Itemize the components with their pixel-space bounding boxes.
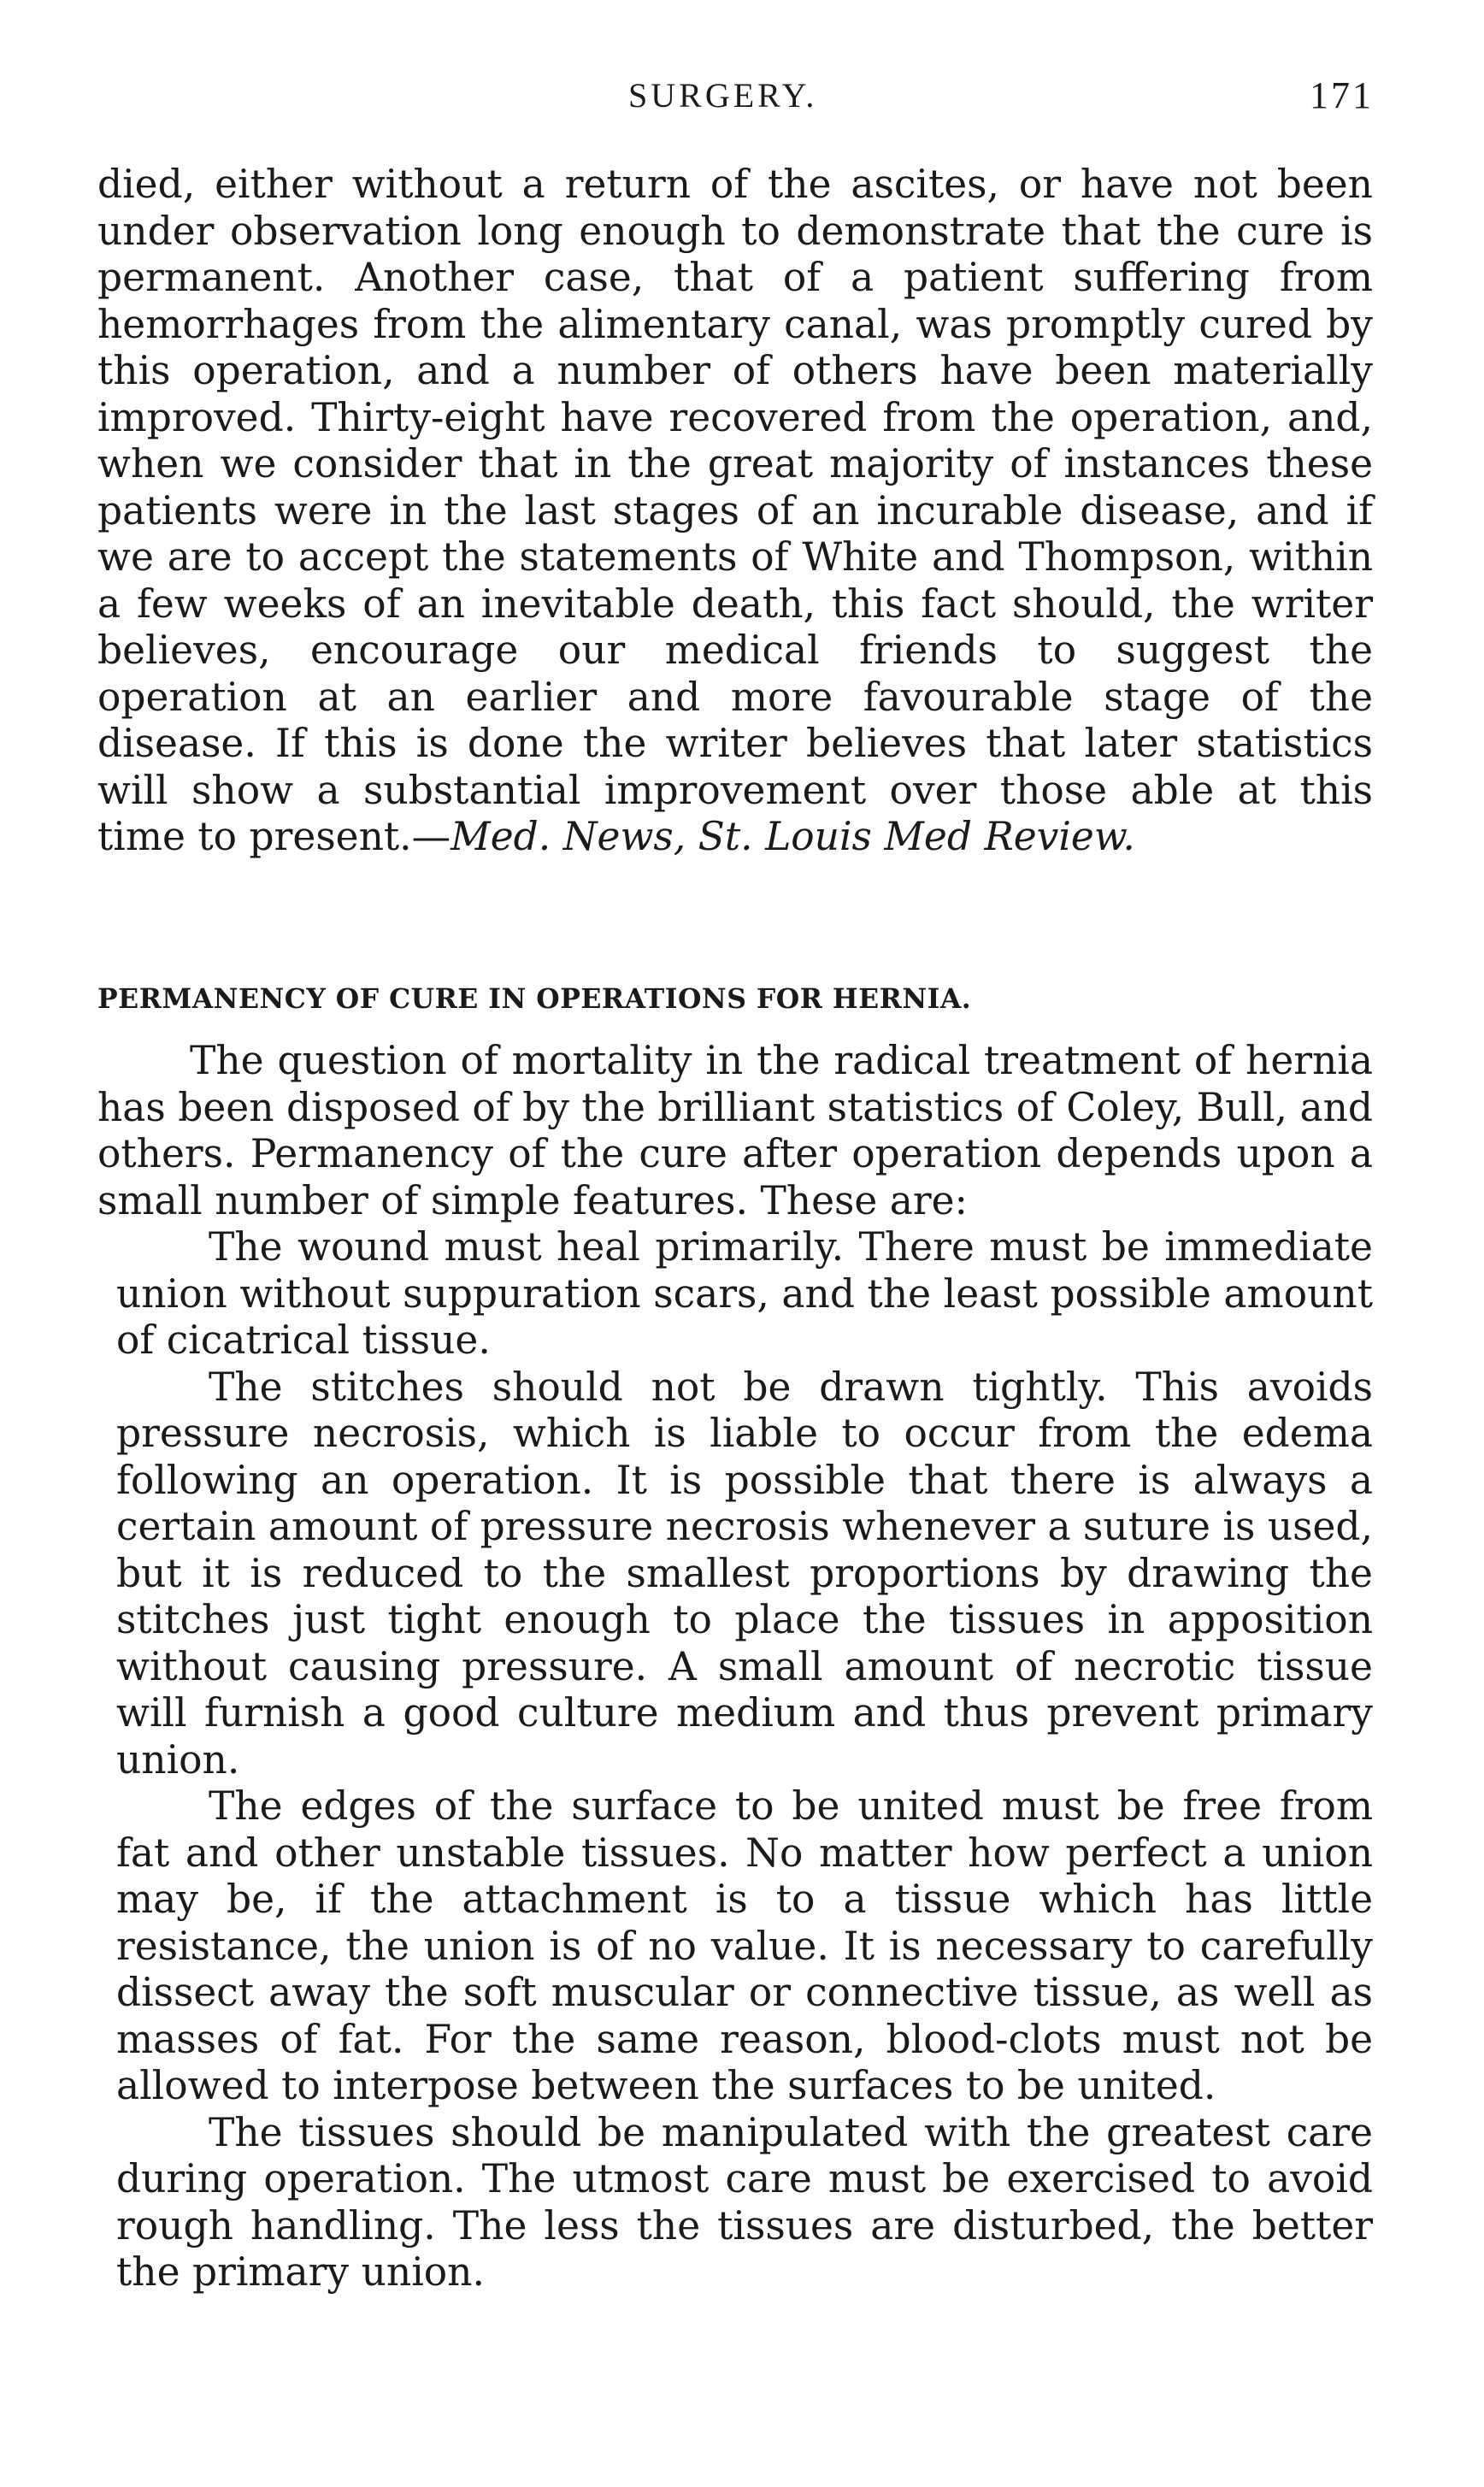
point-paragraph: The edges of the surface to be united must be free from fat and other unstable tissues. No matter how perfect a union may be, if the attachment is to a tissue which has little resistance, the union is of no value. It is necessary to carefully dissect away the soft muscular or connective tissue, as well as masses of fat. For the same reason, blood-clots must not be allowed to interpose between the surfaces to be united. <box>116 1783 1373 2108</box>
citation: Med. News, St. Louis Med Review. <box>450 814 1135 859</box>
point-paragraph: The wound must heal primarily. There must be immediate union without suppuration scars, and the least possible amount of cicatrical tissue. <box>116 1224 1373 1363</box>
section-heading: PERMANENCY OF CURE IN OPERATIONS FOR HERNIA. <box>97 983 972 1015</box>
point-paragraph: The tissues should be manipulated with the greatest care during operation. The utmost care must be exercised to avoid rough handling. The less the tissues are disturbed, the better the primary union. <box>116 2109 1373 2295</box>
continuation-paragraph <box>97 162 1373 861</box>
section-body <box>97 1038 1373 2296</box>
running-head <box>0 70 1484 121</box>
continuation-text: died, either without a return of the ascites, or have not been under observation long enough to demonstrate that the cure is permanent. Another case, that of a patient suffering from hemorrhages from the alimentary canal, was promptly cured by this operation, and a number of others have been materially improved. Thirty-eight have recovered from the operation, and, when we consider that in the great majority of instances these patients were in the last stages of an incurable disease, and if we are to accept the statements of White and Thompson, within a few weeks of an inevitable death, this fact should, the writer believes, encourage our medical friends to suggest the operation at an earlier and more favourable stage of the disease. If this is done the writer believes that later statistics will show a substantial improvement over those able at this time to present.— <box>97 162 1373 859</box>
intro-paragraph: The question of mortality in the radical treatment of hernia has been disposed of by the brilliant statistics of Coley, Bull, and others. Permanency of the cure after operation depends upon a small number of simple features. These are: <box>97 1038 1374 1223</box>
page-number: 171 <box>1310 74 1374 116</box>
continuation-text-block <box>97 162 1373 861</box>
point-paragraph: The stitches should not be drawn tightly. This avoids pressure necrosis, which is liable to occur from the edema following an operation. It is possible that there is always a certain amount of pressure necrosis whenever a suture is used, but it is reduced to the smallest proportions by drawing the stitches just tight enough to place the tissues in apposition without causing pressure. A small amount of necrotic tissue will furnish a good culture medium and thus prevent primary union. <box>116 1364 1373 1783</box>
running-title: SURGERY. <box>628 76 818 115</box>
